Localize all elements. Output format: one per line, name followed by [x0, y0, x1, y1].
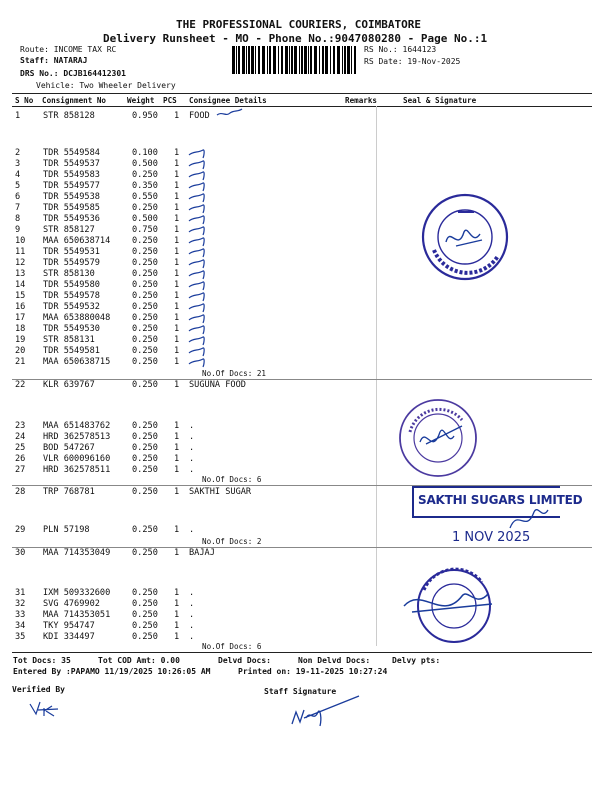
barcode-bar	[337, 46, 340, 74]
consignment-cell: IXM 509332600	[43, 588, 111, 598]
col-consignment: Consignment No	[42, 96, 107, 105]
barcode-bar	[285, 46, 288, 74]
sakthi-sugars-stamp	[412, 486, 583, 564]
weight-cell: 0.250	[132, 443, 158, 453]
barcode-bar	[314, 46, 317, 74]
header-rule-bottom	[12, 106, 592, 107]
weight-cell: 0.250	[132, 258, 158, 268]
table-row	[0, 346, 600, 357]
printed-on: Printed on: 19-11-2025 10:27:24	[238, 667, 388, 676]
sno-cell: 33	[15, 610, 26, 620]
consignee-cell: .	[189, 443, 195, 453]
table-row	[0, 313, 600, 324]
table-row	[0, 610, 600, 621]
sno-cell: 28	[15, 487, 26, 497]
consignment-cell: TDR 5549579	[43, 258, 100, 268]
consignee-cell: .	[189, 632, 195, 642]
pcs-cell: 1	[174, 380, 180, 390]
group-doc-count: No.Of Docs: 21	[202, 369, 267, 378]
pcs-cell: 1	[174, 525, 180, 535]
delivery-points: Delvy pts:	[392, 656, 441, 665]
sno-cell: 2	[15, 148, 21, 158]
sno-cell: 30	[15, 548, 26, 558]
consignment-cell: HRD 362578513	[43, 432, 111, 442]
consignment-cell: MAA 653880048	[43, 313, 111, 323]
sno-cell: 17	[15, 313, 26, 323]
barcode-bar	[299, 46, 300, 74]
weight-cell: 0.250	[132, 487, 158, 497]
group-doc-count: No.Of Docs: 6	[202, 475, 262, 484]
consignee-cell: .	[189, 621, 195, 631]
weight-cell: 0.250	[132, 236, 158, 246]
consignment-cell: TDR 5549537	[43, 159, 100, 169]
barcode-bar	[255, 46, 256, 74]
consignment-cell: PLN 57198	[43, 525, 90, 535]
weight-cell: 0.250	[132, 357, 158, 367]
barcode-bar	[344, 46, 346, 74]
barcode-bar	[248, 46, 250, 74]
consignment-cell: TDR 5549583	[43, 170, 100, 180]
sno-cell: 13	[15, 269, 26, 279]
consignment-cell: TDR 5549577	[43, 181, 100, 191]
non-delivered-docs: Non Delvd Docs:	[298, 656, 371, 665]
consignment-cell: TDR 5549532	[43, 302, 100, 312]
barcode-bar	[308, 46, 309, 74]
sno-cell: 18	[15, 324, 26, 334]
sno-cell: 8	[15, 214, 21, 224]
consignee-cell: .	[189, 432, 195, 442]
weight-cell: 0.250	[132, 525, 158, 535]
sno-cell: 21	[15, 357, 26, 367]
total-cod-amount: Tot COD Amt: 0.00	[98, 656, 180, 665]
pcs-cell: 1	[174, 280, 180, 290]
pcs-cell: 1	[174, 454, 180, 464]
consignment-cell: TDR 5549580	[43, 280, 100, 290]
pcs-cell: 1	[174, 487, 180, 497]
consignment-cell: TDR 5549584	[43, 148, 100, 158]
consignment-cell: BOD 547267	[43, 443, 95, 453]
weight-cell: 0.250	[132, 313, 158, 323]
consignment-cell: KDI 334497	[43, 632, 95, 642]
consignment-cell: STR 858128	[43, 111, 95, 121]
consignee-cell: .	[189, 525, 195, 535]
barcode-bar	[273, 46, 276, 74]
consignment-cell: TDR 5549581	[43, 346, 100, 356]
col-pcs: PCS	[163, 96, 177, 105]
group-doc-count: No.Of Docs: 6	[202, 642, 262, 651]
pcs-cell: 1	[174, 610, 180, 620]
barcode-bar	[267, 46, 268, 74]
weight-cell: 0.250	[132, 203, 158, 213]
weight-cell: 0.250	[132, 280, 158, 290]
table-row	[0, 335, 600, 346]
table-row	[0, 588, 600, 599]
sno-cell: 15	[15, 291, 26, 301]
sno-cell: 31	[15, 588, 26, 598]
pcs-cell: 1	[174, 258, 180, 268]
weight-cell: 0.500	[132, 214, 158, 224]
consignment-cell: STR 858127	[43, 225, 95, 235]
weight-cell: 0.250	[132, 346, 158, 356]
pcs-cell: 1	[174, 236, 180, 246]
consignee-cell: SUGUNA FOOD	[189, 380, 246, 390]
verifier-signature	[28, 698, 68, 720]
delivered-docs: Delvd Docs:	[218, 656, 271, 665]
barcode-image	[232, 46, 358, 74]
table-row	[0, 380, 600, 391]
consignment-cell: TDR 5549530	[43, 324, 100, 334]
table-row	[0, 170, 600, 181]
sno-cell: 3	[15, 159, 21, 169]
pcs-cell: 1	[174, 170, 180, 180]
weight-cell: 0.250	[132, 588, 158, 598]
weight-cell: 0.250	[132, 632, 158, 642]
consignee-cell: .	[189, 454, 195, 464]
consignment-cell: TDR 5549536	[43, 214, 100, 224]
table-row	[0, 454, 600, 465]
sno-cell: 27	[15, 465, 26, 475]
barcode-bar	[238, 46, 240, 74]
consignee-cell: .	[189, 465, 195, 475]
pcs-cell: 1	[174, 548, 180, 558]
runsheet-subtitle: Delivery Runsheet - MO - Phone No.:9047080280 - Page No.:1	[103, 32, 488, 45]
consignee-cell: .	[189, 421, 195, 431]
pcs-cell: 1	[174, 225, 180, 235]
barcode-bar	[258, 46, 260, 74]
weight-cell: 0.250	[132, 465, 158, 475]
barcode-bar	[342, 46, 343, 74]
drs-number: DRS No.: DCJB164412301	[20, 69, 126, 78]
group-doc-count: No.Of Docs: 2	[202, 537, 262, 546]
barcode-bar	[251, 46, 254, 74]
sno-cell: 34	[15, 621, 26, 631]
consignment-cell: MAA 714353049	[43, 548, 111, 558]
col-consignee: Consignee Details	[189, 96, 267, 105]
table-row	[0, 599, 600, 610]
consignee-cell: FOOD	[189, 111, 210, 121]
col-weight: Weight	[127, 96, 155, 105]
total-docs: Tot Docs: 35	[13, 656, 71, 665]
weight-cell: 0.250	[132, 432, 158, 442]
pcs-cell: 1	[174, 346, 180, 356]
pcs-cell: 1	[174, 443, 180, 453]
barcode-bar	[281, 46, 283, 74]
weight-cell: 0.950	[132, 111, 158, 121]
barcode-bar	[232, 46, 235, 74]
sno-cell: 7	[15, 203, 21, 213]
pcs-cell: 1	[174, 465, 180, 475]
weight-cell: 0.250	[132, 335, 158, 345]
sno-cell: 19	[15, 335, 26, 345]
consignment-cell: HRD 362578511	[43, 465, 111, 475]
pcs-cell: 1	[174, 313, 180, 323]
barcode-bar	[354, 46, 356, 74]
sno-cell: 25	[15, 443, 26, 453]
consignee-cell: SAKTHI SUGAR	[189, 487, 252, 497]
table-row	[0, 357, 600, 368]
barcode-bar	[301, 46, 303, 74]
pcs-cell: 1	[174, 214, 180, 224]
pcs-cell: 1	[174, 159, 180, 169]
barcode-bar	[319, 46, 320, 74]
weight-cell: 0.250	[132, 302, 158, 312]
weight-cell: 0.250	[132, 380, 158, 390]
consignment-cell: VLR 600096160	[43, 454, 111, 464]
sno-cell: 16	[15, 302, 26, 312]
table-row	[0, 632, 600, 643]
table-row	[0, 159, 600, 170]
barcode-bar	[262, 46, 265, 74]
consignment-cell: MAA 650638714	[43, 236, 111, 246]
sakthi-stamp-signature	[504, 498, 554, 538]
table-row	[0, 421, 600, 432]
pcs-cell: 1	[174, 588, 180, 598]
consignment-cell: STR 858130	[43, 269, 95, 279]
barcode-bar	[351, 46, 352, 74]
weight-cell: 0.100	[132, 148, 158, 158]
weight-cell: 0.250	[132, 421, 158, 431]
pcs-cell: 1	[174, 432, 180, 442]
pcs-cell: 1	[174, 621, 180, 631]
rs-date: RS Date: 19-Nov-2025	[364, 57, 461, 66]
barcode-bar	[325, 46, 328, 74]
consignment-cell: TDR 5549538	[43, 192, 100, 202]
col-remarks: Remarks	[345, 96, 378, 105]
sno-cell: 6	[15, 192, 21, 202]
pcs-cell: 1	[174, 599, 180, 609]
table-row	[0, 432, 600, 443]
verified-by-label: Verified By	[12, 685, 65, 694]
consignment-cell: TRP 768781	[43, 487, 95, 497]
pcs-cell: 1	[174, 632, 180, 642]
weight-cell: 0.500	[132, 159, 158, 169]
barcode-bar	[291, 46, 293, 74]
sno-cell: 22	[15, 380, 26, 390]
col-sno: S No	[15, 96, 34, 105]
barcode-bar	[236, 46, 237, 74]
consignment-cell: TKY 954747	[43, 621, 95, 631]
sno-cell: 11	[15, 247, 26, 257]
pcs-cell: 1	[174, 203, 180, 213]
consignee-cell: .	[189, 610, 195, 620]
rs-number: RS No.: 1644123	[364, 45, 437, 54]
table-row	[0, 111, 600, 122]
consignee-cell: .	[189, 599, 195, 609]
delivery-tick-mark	[216, 108, 246, 120]
pcs-cell: 1	[174, 192, 180, 202]
company-title: THE PROFESSIONAL COURIERS, COIMBATORE	[176, 18, 422, 31]
weight-cell: 0.250	[132, 269, 158, 279]
weight-cell: 0.750	[132, 225, 158, 235]
suguna-foods-stamp	[396, 396, 480, 480]
bajaj-stamp	[402, 566, 498, 644]
pcs-cell: 1	[174, 291, 180, 301]
consignment-cell: KLR 639767	[43, 380, 95, 390]
consignment-cell: MAA 651483762	[43, 421, 111, 431]
route-label: Route: INCOME TAX RC	[20, 45, 117, 54]
sno-cell: 14	[15, 280, 26, 290]
consignment-cell: TDR 5549585	[43, 203, 100, 213]
weight-cell: 0.250	[132, 170, 158, 180]
pcs-cell: 1	[174, 181, 180, 191]
consignee-cell: .	[189, 588, 195, 598]
pcs-cell: 1	[174, 148, 180, 158]
sno-cell: 29	[15, 525, 26, 535]
pcs-cell: 1	[174, 302, 180, 312]
sno-cell: 10	[15, 236, 26, 246]
table-row	[0, 465, 600, 476]
sno-cell: 24	[15, 432, 26, 442]
weight-cell: 0.250	[132, 599, 158, 609]
weight-cell: 0.250	[132, 548, 158, 558]
delivery-tick-mark	[188, 356, 218, 368]
barcode-bar	[289, 46, 290, 74]
header-rule-top	[12, 93, 592, 94]
col-seal: Seal & Signature	[403, 96, 477, 105]
sno-cell: 12	[15, 258, 26, 268]
table-row	[0, 148, 600, 159]
consignment-cell: SVG 4769902	[43, 599, 100, 609]
weight-cell: 0.250	[132, 610, 158, 620]
sno-cell: 26	[15, 454, 26, 464]
weight-cell: 0.250	[132, 621, 158, 631]
sno-cell: 23	[15, 421, 26, 431]
pcs-cell: 1	[174, 357, 180, 367]
consignment-cell: TDR 5549531	[43, 247, 100, 257]
sno-cell: 32	[15, 599, 26, 609]
sno-cell: 5	[15, 181, 21, 191]
sno-cell: 35	[15, 632, 26, 642]
barcode-bar	[269, 46, 271, 74]
sno-cell: 1	[15, 111, 21, 121]
staff-signature	[284, 692, 364, 732]
barcode-bar	[304, 46, 307, 74]
table-row	[0, 291, 600, 302]
pcs-cell: 1	[174, 269, 180, 279]
consignment-cell: TDR 5549578	[43, 291, 100, 301]
barcode-bar	[246, 46, 247, 74]
sakthi-stamp-date: 1 NOV 2025	[452, 530, 531, 545]
pcs-cell: 1	[174, 111, 180, 121]
table-row	[0, 443, 600, 454]
footer-rule	[12, 652, 592, 653]
staff-signature-label: Staff Signature	[264, 687, 337, 696]
sno-cell: 9	[15, 225, 21, 235]
pcs-cell: 1	[174, 247, 180, 257]
barcode-bar	[294, 46, 297, 74]
barcode-bar	[322, 46, 324, 74]
weight-cell: 0.250	[132, 247, 158, 257]
table-row	[0, 324, 600, 335]
pcs-cell: 1	[174, 421, 180, 431]
sno-cell: 4	[15, 170, 21, 180]
weight-cell: 0.550	[132, 192, 158, 202]
pcs-cell: 1	[174, 324, 180, 334]
table-row	[0, 621, 600, 632]
consignment-cell: MAA 650638715	[43, 357, 111, 367]
consignee-cell: BAJAJ	[189, 548, 215, 558]
entered-by: Entered By :PAPAMO 11/19/2025 10:26:05 AM	[13, 667, 211, 676]
vehicle-label: Vehicle: Two Wheeler Delivery	[36, 81, 176, 90]
barcode-bar	[330, 46, 331, 74]
table-row	[0, 302, 600, 313]
barcode-bar	[347, 46, 350, 74]
consignment-cell: STR 858131	[43, 335, 95, 345]
staff-label: Staff: NATARAJ	[20, 56, 88, 65]
barcode-bar	[242, 46, 245, 74]
weight-cell: 0.250	[132, 291, 158, 301]
consignment-cell: MAA 714353051	[43, 610, 111, 620]
sno-cell: 20	[15, 346, 26, 356]
pcs-cell: 1	[174, 335, 180, 345]
weight-cell: 0.250	[132, 454, 158, 464]
weight-cell: 0.250	[132, 324, 158, 334]
barcode-bar	[333, 46, 335, 74]
barcode-bar	[278, 46, 279, 74]
weight-cell: 0.350	[132, 181, 158, 191]
barcode-bar	[310, 46, 312, 74]
pa-fal-stamp	[418, 190, 512, 284]
sakthi-stamp-name: SAKTHI SUGARS LIMITED	[418, 493, 583, 507]
